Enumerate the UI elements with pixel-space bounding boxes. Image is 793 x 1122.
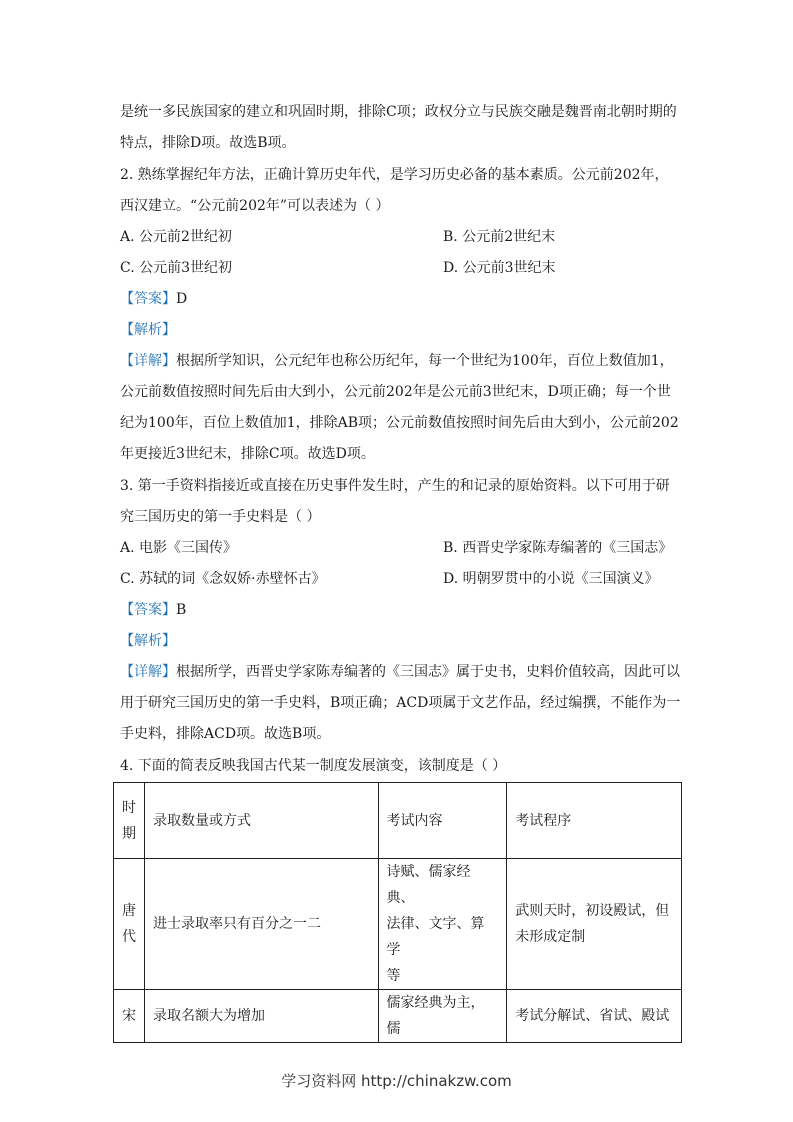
detail-tag: 【详解】 (120, 664, 176, 680)
q2-detail: 公元前数值按照时间先后由大到小，公元前202年是公元前3世纪末，D项正确；每一个世 (120, 384, 671, 400)
header-procedure: 考试程序 (507, 783, 682, 859)
q2-option-a: A. 公元前2世纪初 (120, 229, 232, 245)
cell-line: 等 (386, 968, 401, 984)
cell-line: 诗赋、儒家经典、 (386, 864, 471, 906)
q3-option-b: B. 西晋史学家陈寿编著的《三国志》 (443, 540, 673, 556)
q2-detail (120, 351, 680, 371)
q2-detail: 年更接近3世纪末，排除C项。故选D项。 (120, 446, 375, 462)
cell-period: 宋 (114, 990, 145, 1043)
q2-detail: 纪为100年，百位上数值加1，排除AB项；公元前数值按照时间先后由大到小，公元前202 (120, 415, 679, 431)
q3-analysis-tag: 【解析】 (120, 633, 176, 649)
cell-line: 法律、文字、算学 (386, 916, 485, 958)
q2-option-b: B. 公元前2世纪末 (443, 229, 556, 245)
detail-text: 根据所学，西晋史学家陈寿编著的《三国志》属于史书，史料价值较高，因此可以 (176, 664, 680, 680)
q2-answer (120, 289, 680, 309)
cell-procedure: 考试分解试、省试、殿试 (507, 990, 682, 1043)
question-2-stem: 西汉建立。“公元前202年”可以表述为（ ） (120, 198, 390, 214)
question-4-stem: 4. 下面的简表反映我国古代某一制度发展演变，该制度是（ ） (120, 758, 507, 774)
detail-tag: 【详解】 (120, 353, 176, 369)
page-footer-watermark: 学习资料网 http://chinakzw.com (281, 1072, 512, 1090)
q3-option-a: A. 电影《三国传》 (120, 540, 238, 556)
q3-detail: 手史料，排除ACD项。故选B项。 (120, 726, 331, 742)
cell-line: 代 (122, 929, 136, 945)
cell-quota: 进士录取率只有百分之一二 (145, 859, 379, 990)
table-header-row (114, 783, 682, 859)
q3-option-d: D. 明朝罗贯中的小说《三国演义》 (443, 571, 659, 587)
q3-detail: 用于研究三国历史的第一手史料，B项正确；ACD项属于文艺作品，经过编撰，不能作为一 (120, 695, 681, 711)
q3-option-c: C. 苏轼的词《念奴娇·赤壁怀古》 (120, 571, 326, 587)
cell-line: 未形成定制 (515, 929, 586, 945)
cell-line: 时 (122, 799, 136, 816)
header-quota: 录取数量或方式 (145, 783, 379, 859)
answer-tag: 【答案】 (120, 291, 176, 307)
cell-content (378, 859, 507, 990)
header-content: 考试内容 (378, 783, 507, 859)
question-3-stem: 究三国历史的第一手史料是（ ） (120, 509, 321, 525)
cell-line: 唐 (122, 903, 136, 919)
q2-analysis-tag: 【解析】 (120, 322, 176, 338)
answer-tag: 【答案】 (120, 602, 176, 618)
cell-period (114, 859, 145, 990)
question-2-stem: 2. 熟练掌握纪年方法，正确计算历史年代，是学习历史必备的基本素质。公元前202年， (120, 167, 669, 183)
header-period (114, 783, 145, 859)
text-line: 是统一多民族国家的建立和巩固时期，排除C项；政权分立与民族交融是魏晋南北朝时期的 (120, 104, 677, 120)
answer-value: B (176, 602, 187, 618)
question-3-stem: 3. 第一手资料指接近或直接在历史事件发生时，产生的和记录的原始资料。以下可用于研 (120, 478, 670, 494)
cell-procedure (507, 859, 682, 990)
detail-text: 根据所学知识，公元纪年也称公历纪年，每一个世纪为100年，百位上数值加1， (176, 353, 674, 369)
q3-answer (120, 600, 680, 620)
q3-detail (120, 662, 680, 682)
q2-option-d: D. 公元前3世纪末 (443, 260, 556, 276)
cell-content: 儒家经典为主，儒 (378, 990, 507, 1043)
table-row (114, 859, 682, 990)
answer-value: D (176, 291, 188, 307)
text-line: 特点，排除D项。故选B项。 (120, 135, 296, 151)
cell-line: 武则天时，初设殿试，但 (515, 903, 670, 919)
table-row (114, 990, 682, 1043)
cell-quota: 录取名额大为增加 (145, 990, 379, 1043)
cell-line: 期 (122, 825, 136, 842)
exam-system-table (113, 782, 682, 1043)
q2-option-c: C. 公元前3世纪初 (120, 260, 233, 276)
